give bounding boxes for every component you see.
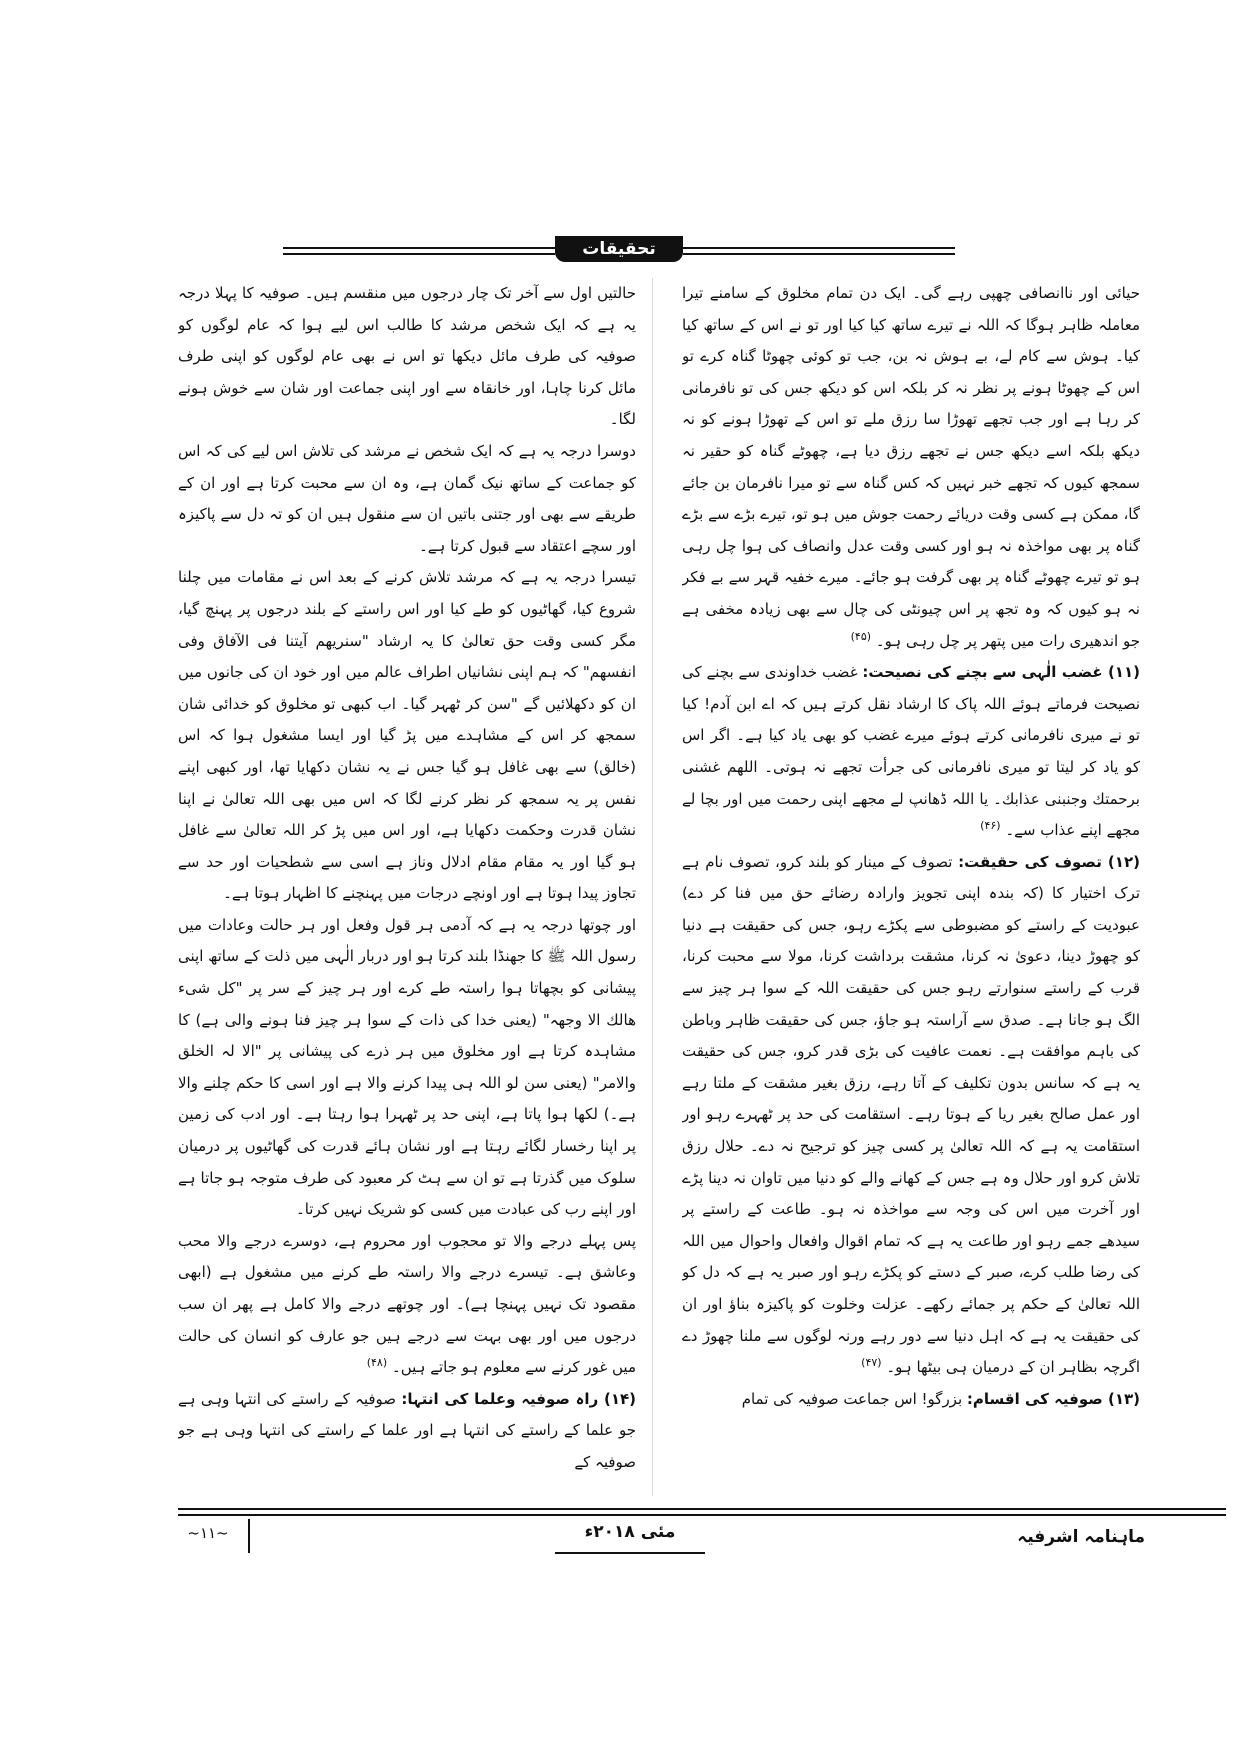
column-divider [652, 278, 653, 1496]
issue-date: مئی ۲۰۱۸ء [555, 1522, 705, 1554]
right-column [682, 278, 1140, 1503]
paragraph: (۱۱) غضب الٰہی سے بچنے کی نصیحت: غضب خداوندی سے بچنے کی نصیحت فرماتے ہوئے اللہ پاک کا ارشاد نقل کرتے ہیں کہ اے ابن آدم! کیا تو نے میری نافرمانی کرتے ہوئے میرے غضب کو بھی یاد کیا ہے۔ اگر اس کو یاد کر لیتا تو میری نافرمانی کی جرأت تجھے نہ ہوتی۔ اللھم غشنی برحمتك وجنبنی عذابك۔ یا اللہ ڈھانپ لے مجھے اپنی رحمت میں اور بچا لے مجھے اپنے عذاب سے۔ $^{(۴۶)}$ [682, 663, 1140, 840]
paragraph: تیسرا درجہ یہ ہے کہ مرشد تلاش کرنے کے بعد اس نے مقامات میں چلنا شروع کیا، گھاٹیوں کو طے کیا اور اس راستے کے بلند درجوں پر پہنچ گیا، مگر کسی وقت حق تعالیٰ کا یہ ارشاد "سنریھم آیتنا فی الآفاق وفی انفسھم" کہ ہم اپنی نشانیاں اطراف عالم میں اور خود ان کی جانوں میں ان کو دکھلائیں گے "سن کر ٹھہر گیا۔ اب کبھی تو مخلوق کو خدائی شان سمجھ کر اس کے مشاہدے میں پڑ گیا اور ایسا مشغول ہوا کہ اس (خالق) سے بھی غافل ہو گیا جس نے یہ نشان دکھایا تھا، اور کبھی اپنے نفس پر یہ سمجھ کر نظر کرنے لگا کہ اس میں بھی اللہ تعالیٰ نے اپنا نشان قدرت وحکمت دکھایا ہے، اور اس میں پڑ کر اللہ تعالیٰ سے غافل ہو گیا اور یہ مقام مقام ادلال وناز ہے اسی سے شطحیات اور حد سے تجاوز پیدا ہوتا ہے اور اونچے درجات میں پہنچنے کا اظہار ہوتا ہے۔ [178, 568, 636, 903]
header-rule [683, 247, 955, 249]
footnote-ref: (۴۵) [850, 629, 872, 643]
page-number: ~۱۱~ [187, 1524, 229, 1542]
paragraph: دوسرا درجہ یہ ہے کہ ایک شخص نے مرشد کی تلاش اس لیے کی کہ اس کو جماعت کے ساتھ نیک گمان ہے، وہ ان سے محبت کرتا ہے اور ان کے طریقے سے بھی اور جتنی باتیں ان سے منقول ہیں ان کو تہ دل سے پاکیزہ اور سچے اعتقاد سے قبول کرتا ہے۔ [178, 441, 636, 555]
section-heading: (۱۳) صوفیہ کی اقسام: [966, 1389, 1140, 1408]
section-title: تحقیقات [555, 236, 683, 262]
paragraph: (۱۴) راہ صوفیہ وعلما کی انتہا: صوفیہ کے راستے کی انتہا وہی ہے جو علما کے راستے کی انتہا ہے اور علما کے راستے کی انتہا وہی ہے جو صوفیہ کے [178, 1389, 636, 1471]
footnote-ref: (۴۶) [980, 819, 1001, 833]
paragraph: (۱۲) تصوف کی حقیقت: تصوف کے مینار کو بلند کرو، تصوف نام ہے ترک اختیار کا (کہ بندہ اپنی تجویز وارادہ رضائے حق میں فنا کر دے) عبودیت کے راستے کو مضبوطی سے پکڑے رہو، جس کی حقیقت ہے دنیا کو چھوڑ دینا، دعویٰ نہ کرنا، مشقت برداشت کرنا، مولا سے محبت کرنا، قرب کے راستے سنوارتے رہو جس کی حقیقت اللہ کے سوا ہر چیز سے الگ ہو جانا ہے۔ صدق سے آراستہ ہو جاؤ، جس کی حقیقت ظاہر وباطن کی باہم موافقت ہے۔ نعمت عافیت کی بڑی قدر کرو، جس کی حقیقت یہ ہے کہ سانس بدون تکلیف کے آتا رہے، رزق بغیر مشقت کے ملتا رہے اور عمل صالح بغیر ریا کے ہوتا رہے۔ استقامت کی حد پر ٹھہرے رہو اور استقامت یہ ہے کہ اللہ تعالیٰ پر کسی چیز کو ترجیح نہ دے۔ حلال رزق تلاش کرو اور حلال وہ ہے جس کے کھانے والے کو دنیا میں تاوان نہ دینا پڑے اور آخرت میں اس کی وجہ سے مواخذہ نہ ہو۔ طاعت کے راستے پر سیدھے جمے رہو اور طاعت یہ ہے کہ تمام اقوال وافعال واحوال میں اللہ کی رضا طلب کرے، صبر کے دستے کو پکڑے رہو اور صبر یہ ہے کہ دل کو اللہ تعالیٰ کے حکم پر جمائے رکھے۔ عزلت وخلوت کو پاکیزہ بناؤ اور ان کی حقیقت یہ ہے کہ اہل دنیا سے دور رہے ورنہ لوگوں سے ملنا چھوڑ دے اگرچہ بظاہر ان کے درمیان ہی بیٹھا ہو۔ $^{(۴۷)}$ [682, 852, 1140, 1377]
footer-rule [178, 1508, 1226, 1510]
section-heading: (۱۴) راہ صوفیہ وعلما کی انتہا: [401, 1389, 636, 1408]
header-rule [283, 247, 555, 249]
paragraph: حالتیں اول سے آخر تک چار درجوں میں منقسم ہیں۔ صوفیہ کا پہلا درجہ یہ ہے کہ ایک شخص مرشد کا طالب اس لیے ہوا کہ عام لوگوں کو صوفیہ کی طرف مائل دیکھا تو اس نے بھی عام لوگوں کو اپنی طرف مائل کرنا چاہا، اور خانقاہ سے اور اپنی جماعت اور شان سے خوش ہونے لگا۔ [178, 284, 636, 429]
footnote-ref: (۴۸) [366, 1356, 388, 1370]
section-heading: (۱۲) تصوف کی حقیقت: [958, 852, 1140, 871]
section-heading: (۱۱) غضب الٰہی سے بچنے کی نصیحت: [862, 663, 1140, 682]
paragraph: اور چوتھا درجہ یہ ہے کہ آدمی ہر قول وفعل اور ہر حالت وعادات میں رسول اللہ ﷺ کا جھنڈا بلند کرتا ہو اور دربار الٰہی میں ذلت کے ساتھ اپنی پیشانی کو بچھاتا ہوا راستہ طے کرے اور ہر چیز کے سر پر "کل شیء ھالك الا وجھہ" (یعنی خدا کی ذات کے سوا ہر چیز فنا ہونے والی ہے) کا مشاہدہ کرتا ہے اور مخلوق میں ہر ذرے کی پیشانی پر "الا لہ الخلق والامر" (یعنی سن لو اللہ ہی پیدا کرنے والا ہے اور اسی کا حکم چلنے والا ہے۔) لکھا ہوا پاتا ہے، اپنی حد پر ٹھہرا ہوا رہتا ہے۔ اور ادب کی زمین پر اپنا رخسار لگائے رہتا ہے اور نشان ہائے قدرت کی گھاٹیوں پر درمیان سلوک میں گذرتا ہے تو ان سے ہٹ کر معبود کی طرف متوجہ ہو جاتا ہے اور اپنے رب کی عبادت میں کسی کو شریک نہیں کرتا۔ [178, 915, 636, 1219]
footnote-ref: (۴۷) [861, 1356, 882, 1370]
paragraph: حیائی اور ناانصافی چھپی رہے گی۔ ایک دن تمام مخلوق کے سامنے تیرا معاملہ ظاہر ہوگا کہ اللہ نے تیرے ساتھ کیا کیا اور تو نے اس کے ساتھ کیا کیا۔ ہوش سے کام لے، بے ہوش نہ بن، جب تو کوئی چھوٹا گناہ کرے تو اس کے چھوٹا ہونے پر نظر نہ کر بلکہ اس کو دیکھ جس کی تو نافرمانی کر رہا ہے اور جب تجھے تھوڑا سا رزق ملے تو اس کے تھوڑا ہونے کو نہ دیکھ بلکہ اسے دیکھ جس نے تجھے رزق دیا ہے، چھوٹے گناہ کو حقیر نہ سمجھ کیوں کہ تجھے خبر نہیں کہ کس گناہ سے تو میرا نافرمان بن جائے گا، ممکن ہے کسی وقت دریائے رحمت جوش میں ہو تو، تیرے بڑے سے بڑے گناہ پر بھی مواخذہ نہ ہو اور کسی وقت عدل وانصاف کی ہوا چل رہی ہو تو تیرے چھوٹے گناہ پر بھی گرفت ہو جائے۔ میرے خفیہ قہر سے بے فکر نہ ہو کیوں کہ وہ تجھ پر اس چیونٹی کی چال سے بھی زیادہ مخفی ہے جو اندھیری رات میں پتھر پر چل رہی ہو۔ $^{(۴۵)}$ [682, 284, 1140, 650]
footer-rule [178, 1514, 1226, 1516]
paragraph: پس پہلے درجے والا تو محجوب اور محروم ہے، دوسرے درجے والا محب وعاشق ہے۔ تیسرے درجے والا راستہ طے کرنے میں مشغول ہے (ابھی مقصود تک نہیں پہنچا ہے)۔ اور چوتھے درجے والا کامل ہے پھر ان سب درجوں میں اور بھی بہت سے درجے ہیں جو عارف کو انسان کی حالت میں غور کرنے سے معلوم ہو جاتے ہیں۔ $^{(۴۸)}$ [178, 1231, 636, 1377]
left-column [178, 278, 636, 1503]
header-rule [683, 253, 955, 255]
header-rule [283, 253, 555, 255]
paragraph: (۱۳) صوفیہ کی اقسام: بزرگو! اس جماعت صوفیہ کی تمام [741, 1389, 1140, 1408]
magazine-name: ماہنامہ اشرفیہ [1017, 1527, 1145, 1547]
